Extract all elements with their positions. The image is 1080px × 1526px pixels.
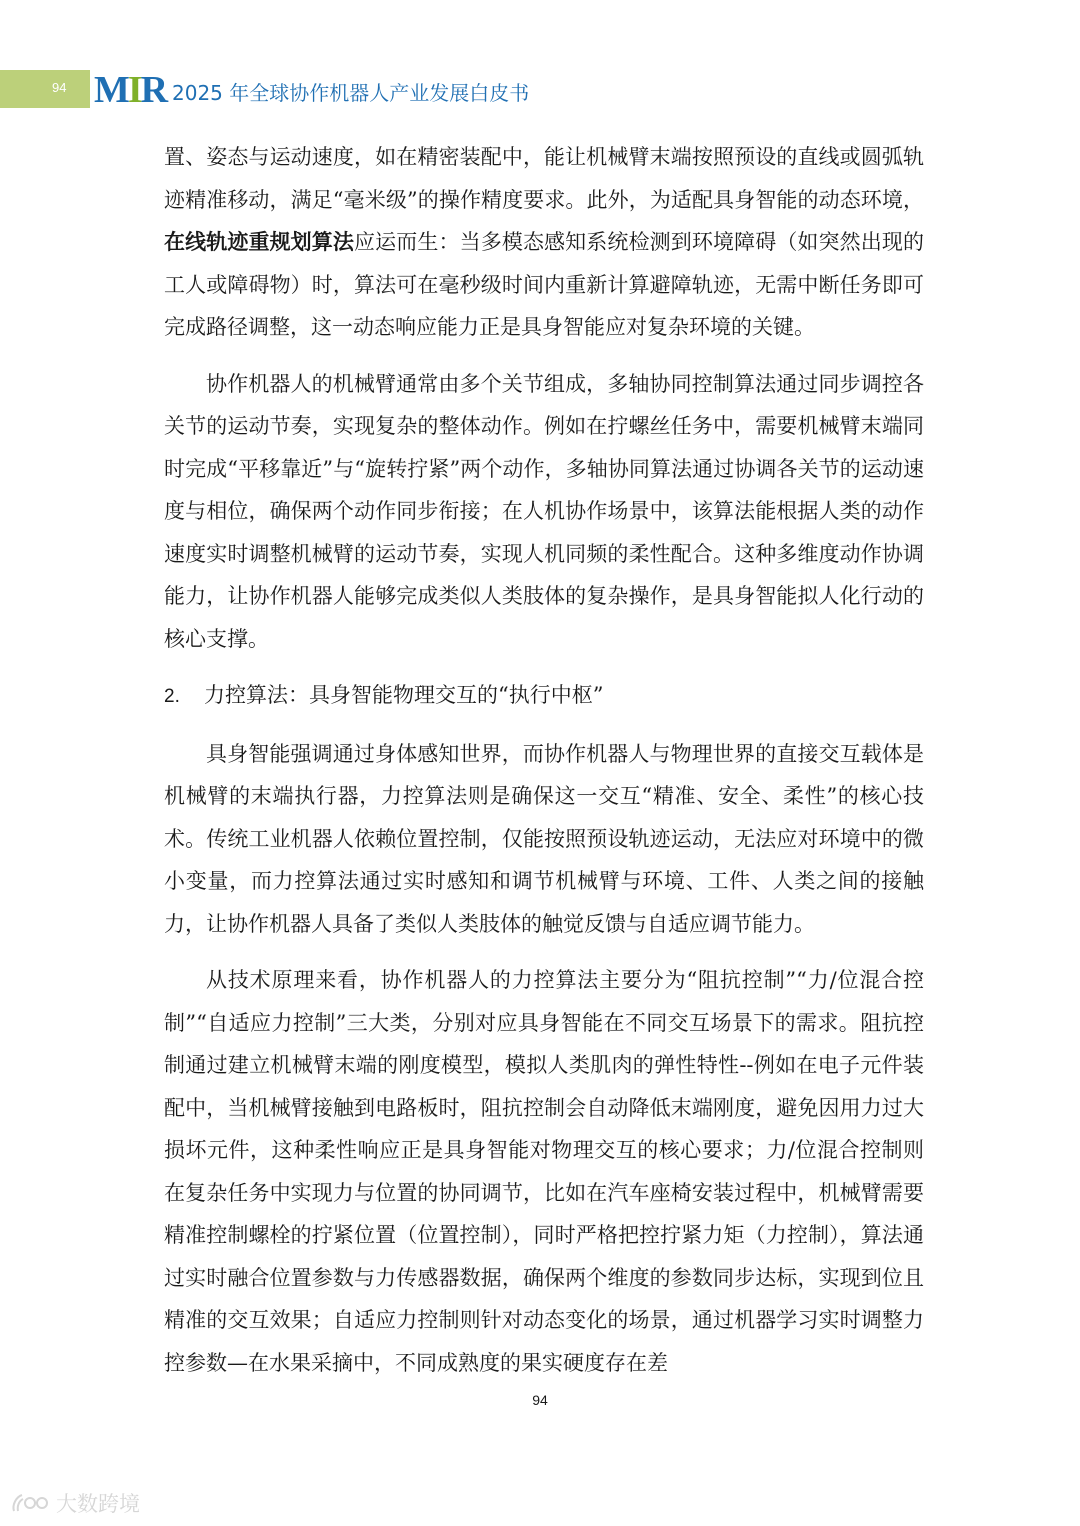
mir-logo-letter: M — [94, 69, 128, 111]
watermark-text: 大数跨境 — [56, 1492, 140, 1516]
section-heading — [164, 674, 924, 719]
footer-page-number: 94 — [532, 1392, 548, 1408]
mir-logo — [94, 70, 166, 110]
paragraph-multi-axis: 协作机器人的机械臂通常由多个关节组成，多轴协同控制算法通过同步调控各关节的运动节奏，实现复杂的整体动作。例如在拧螺丝任务中，需要机械臂末端同时完成“平移靠近”与“旋转拧紧”两个动作，多轴协同算法通过协调各关节的运动速度与相位，确保两个动作同步衔接；在人机协作场景中，该算法能根据人类的动作速度实时调整机械臂的运动节奏，实现人机同频的柔性配合。这种多维度动作协调能力，让协作机器人能够完成类似人类肢体的复杂操作，是具身智能拟人化行动的核心支撑。 — [164, 371, 924, 651]
watermark-logo-icon — [10, 1491, 50, 1515]
paragraph-force-control-types: 从技术原理来看，协作机器人的力控算法主要分为“阻抗控制”“力/位混合控制”“自适应力控制”三大类，分别对应具身智能在不同交互场景下的需求。阻抗控制通过建立机械臂末端的刚度模型，模拟人类肌肉的弹性特性--例如在电子元件装配中，当机械臂接触到电路板时，阻抗控制会自动降低末端刚度，避免因用力过大损坏元件，这种柔性响应正是具身智能对物理交互的核心要求；力/位混合控制则在复杂任务中实现力与位置的协同调节，比如在汽车座椅安装过程中，机械臂需要精准控制螺栓的拧紧位置（位置控制），同时严格把控拧紧力矩（力控制），算法通过实时融合位置参数与力传感器数据，确保两个维度的参数同步达标，实现到位且精准的交互效果；自适应力控制则针对动态变化的场景，通过机器学习实时调整力控参数—在水果采摘中，不同成熟度的果实硬度存在差 — [164, 968, 924, 1375]
document-title: 2025 年全球协作机器人产业发展白皮书 — [172, 81, 530, 105]
watermark — [10, 1488, 140, 1518]
mir-logo-text — [94, 69, 166, 111]
mir-logo-letter: R — [140, 69, 167, 111]
paragraph-text: 置、姿态与运动速度，如在精密装配中，能让机械臂末端按照预设的直线或圆弧轨迹精准移动，满足“毫米级”的操作精度要求。此外，为适配具身智能的动态环境， — [164, 145, 924, 212]
section-heading-text: 力控算法：具身智能物理交互的“执行中枢” — [204, 683, 604, 707]
page-body — [164, 136, 924, 1398]
bold-term: 在线轨迹重规划算法 — [164, 229, 355, 254]
header-page-number: 94 — [52, 80, 67, 95]
header-color-band — [0, 70, 90, 108]
paragraph-force-control-intro: 具身智能强调通过身体感知世界，而协作机器人与物理世界的直接交互载体是机械臂的末端执行器，力控算法则是确保这一交互“精准、安全、柔性”的核心技术。传统工业机器人依赖位置控制，仅能按照预设轨迹运动，无法应对环境中的微小变量，而力控算法通过实时感知和调节机械臂与环境、工件、人类之间的接触力，让协作机器人具备了类似人类肢体的触觉反馈与自适应调节能力。 — [164, 741, 924, 936]
mir-logo-letter: I — [127, 69, 141, 111]
paragraph-text: 应运而生：当多模态感知系统检测到环境障碍（如突然出现的工人或障碍物）时，算法可在毫秒级时间内重新计算避障轨迹，无需中断任务即可完成路径调整，这一动态响应能力正是具身智能应对复杂环境的关键。 — [164, 230, 925, 339]
section-number: 2. — [164, 686, 180, 707]
paragraph-trajectory — [164, 136, 924, 349]
